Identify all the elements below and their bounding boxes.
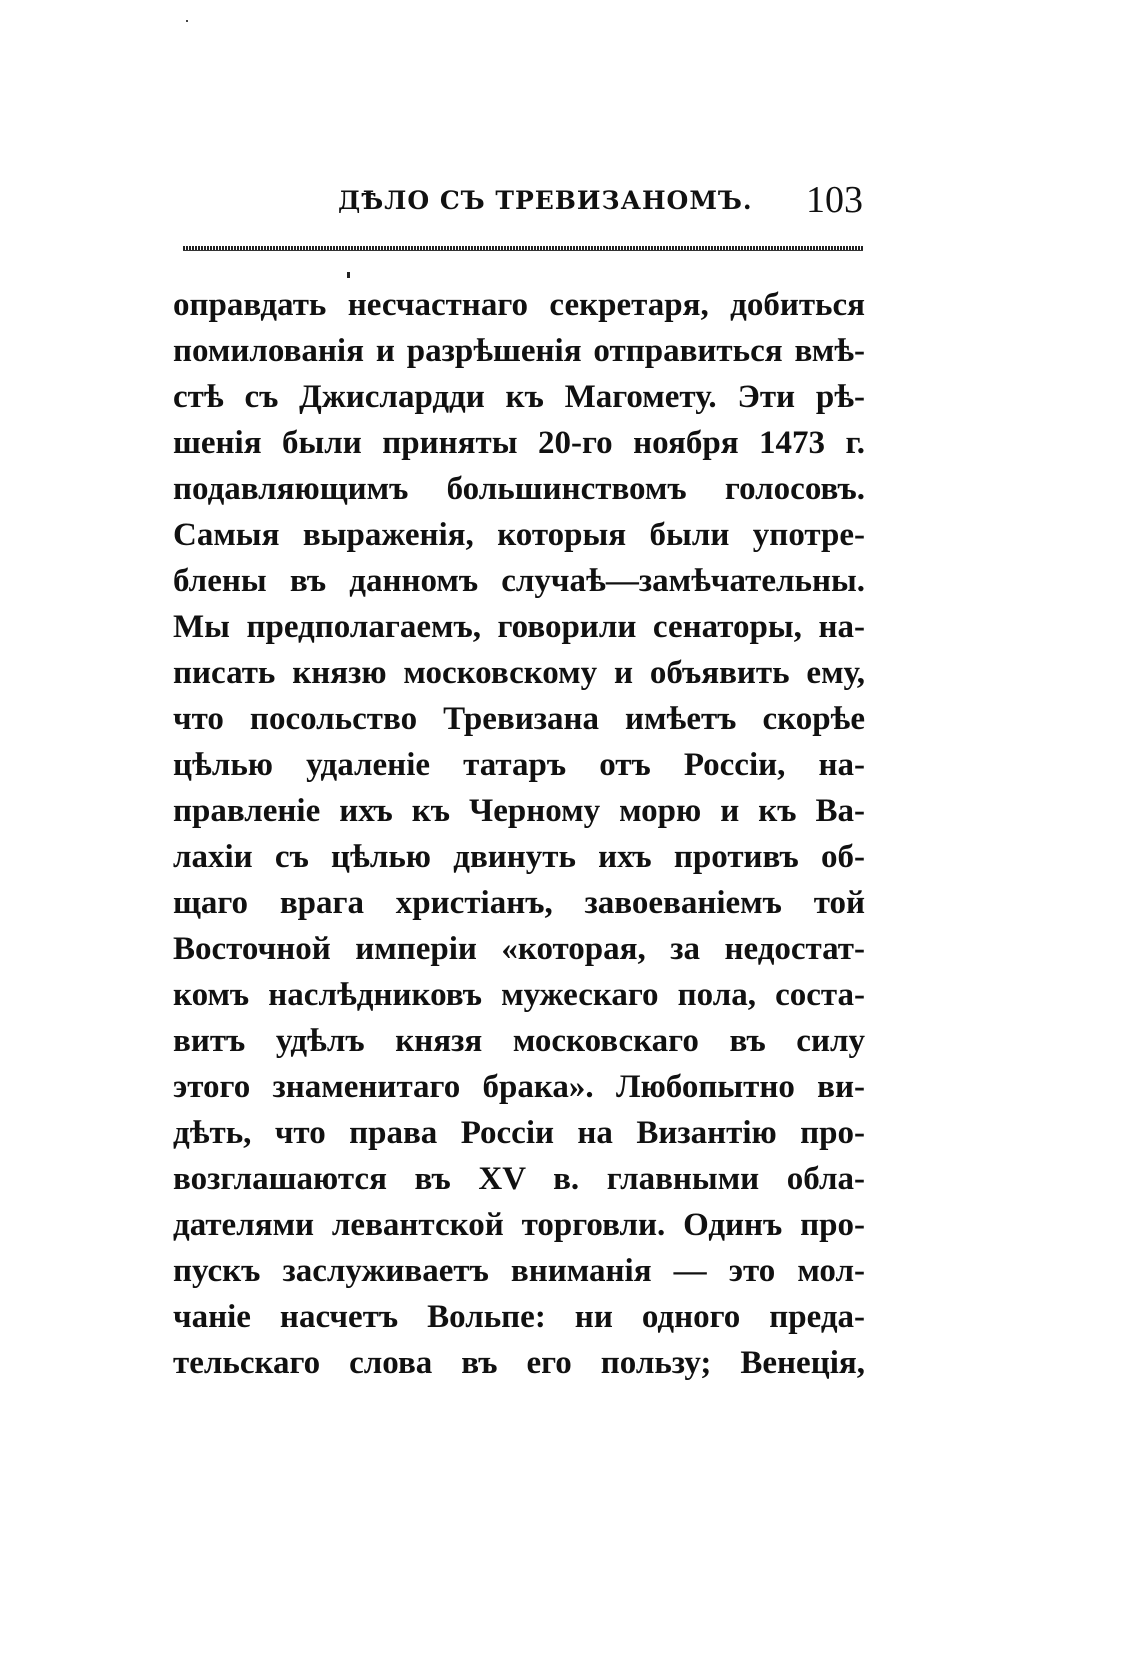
text-line: стѣ съ Джислардди къ Магомету. Эти рѣ- <box>173 379 865 415</box>
text-line: цѣлью удаленіе татаръ отъ Россіи, на- <box>173 747 865 783</box>
text-line: этого знаменитаго брака». Любопытно ви- <box>173 1069 865 1105</box>
text-line: Восточной имперіи «которая, за недостат- <box>173 931 865 967</box>
text-line: Мы предполагаемъ, говорили сенаторы, на- <box>173 609 865 645</box>
page-header <box>183 178 863 228</box>
text-line: шенія были приняты 20-го ноября 1473 г. <box>173 425 865 461</box>
text-line: правленіе ихъ къ Черному морю и къ Ва- <box>173 793 865 829</box>
body-text <box>173 282 865 1386</box>
ink-mark <box>347 272 350 278</box>
text-line: чаніе насчетъ Вольпе: ни одного преда- <box>173 1299 865 1335</box>
text-line: витъ удѣлъ князя московскаго въ силу <box>173 1023 865 1059</box>
header-rule <box>183 246 863 251</box>
text-line: возглашаются въ XV в. главными обла- <box>173 1161 865 1197</box>
text-line: дѣть, что права Россіи на Византію про- <box>173 1115 865 1151</box>
text-line: дателями левантской торговли. Одинъ про- <box>173 1207 865 1243</box>
scan-speck <box>186 20 188 22</box>
text-line: подавляющимъ большинствомъ голосовъ. <box>173 471 865 507</box>
page-number: 103 <box>806 179 863 221</box>
text-line: комъ наслѣдниковъ мужескаго пола, соста- <box>173 977 865 1013</box>
text-line: пускъ заслуживаетъ вниманія — это мол- <box>173 1253 865 1289</box>
text-line: Самыя выраженія, которыя были употре- <box>173 517 865 553</box>
text-line: лахіи съ цѣлью двинуть ихъ противъ об- <box>173 839 865 875</box>
text-line: писать князю московскому и объявить ему, <box>173 655 865 691</box>
running-title: ДѢЛО СЪ ТРЕВИЗАНОМЪ. <box>338 186 753 215</box>
text-line: щаго врага христіанъ, завоеваніемъ той <box>173 885 865 921</box>
text-line: что посольство Тревизана имѣетъ скорѣе <box>173 701 865 737</box>
text-line: оправдать несчастнаго секретаря, добиться <box>173 287 865 323</box>
text-line: блены въ данномъ случаѣ—замѣчательны. <box>173 563 865 599</box>
text-line: тельскаго слова въ его пользу; Венеція, <box>173 1345 865 1381</box>
text-line: помилованія и разрѣшенія отправиться вмѣ- <box>173 333 865 369</box>
